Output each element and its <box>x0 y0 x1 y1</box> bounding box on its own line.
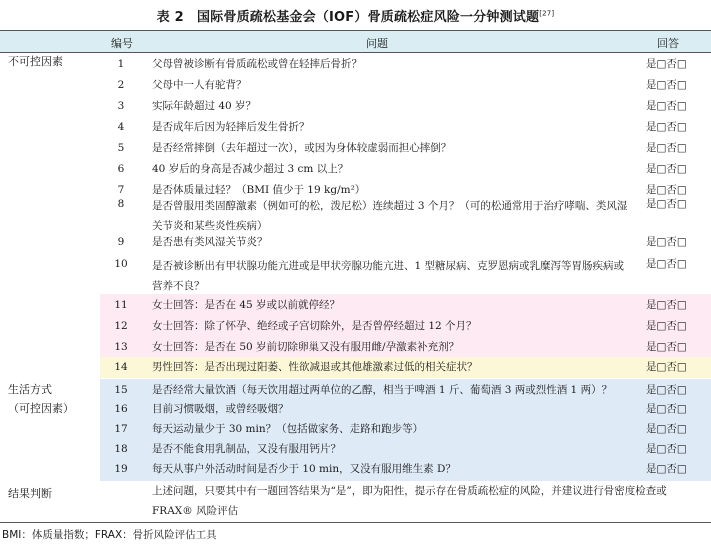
category-lifestyle-controllable: （可控因素） <box>8 402 74 415</box>
row-question: 40 岁后的身高是否减少超过 3 cm 以上？ <box>152 163 349 175</box>
row-number: 5 <box>117 142 125 154</box>
answer-checkboxes[interactable]: 是□否□ <box>646 184 687 196</box>
table-header <box>0 31 711 52</box>
answer-checkboxes[interactable]: 是□否□ <box>646 142 687 154</box>
row-number: 17 <box>114 423 128 435</box>
answer-checkboxes[interactable]: 是□否□ <box>646 443 687 455</box>
bottom-rule <box>0 522 711 523</box>
answer-checkboxes[interactable]: 是□否□ <box>646 403 687 415</box>
table-title-text: 表 2 国际骨质疏松基金会（IOF）骨质疏松症风险一分钟测试题 <box>156 10 540 25</box>
answer-checkboxes[interactable]: 是□否□ <box>646 58 687 70</box>
table-footnote: BMI：体质量指数；FRAX：骨折风险评估工具 <box>2 529 217 541</box>
row-question: 目前习惯吸烟，或曾经吸烟？ <box>152 403 289 415</box>
row-question: 是否经常大量饮酒（每天饮用超过两单位的乙醇，相当于啤酒 1 斤、葡萄酒 3 两或烈性酒 1 两）？ <box>152 384 613 396</box>
answer-checkboxes[interactable]: 是□否□ <box>646 236 687 248</box>
row-question: 每天运动量少于 30 min？（包括做家务、走路和跑步等） <box>152 423 424 435</box>
row-number: 14 <box>114 361 128 373</box>
table-row <box>0 399 711 420</box>
category-uncontrollable: 不可控因素 <box>8 55 63 68</box>
row-question: 是否被诊断出有甲状腺功能亢进或是甲状旁腺功能亢进、1 型糖尿病、克罗恩病或乳糜泻等胃肠疾病或营养不良？ <box>152 260 625 292</box>
row-question: 是否经常摔倒（去年超过一次），或因为身体较虚弱而担心摔倒？ <box>152 142 452 154</box>
row-number: 16 <box>114 403 128 415</box>
answer-checkboxes[interactable]: 是□否□ <box>646 100 687 112</box>
table-row <box>0 459 711 480</box>
table-row <box>0 75 711 96</box>
table-title-reference: [27] <box>539 9 555 18</box>
row-question: 男性回答：是否出现过阳萎、性欲减退或其他雄激素过低的相关症状？ <box>152 361 478 373</box>
answer-checkboxes[interactable]: 是□否□ <box>646 299 687 311</box>
answer-checkboxes[interactable]: 是□否□ <box>646 198 687 210</box>
row-number: 15 <box>114 384 128 396</box>
table-row <box>0 337 711 358</box>
row-question: 女士回答：是否在 45 岁或以前就停经？ <box>152 299 341 311</box>
answer-checkboxes[interactable]: 是□否□ <box>646 361 687 373</box>
row-question: 实际年龄超过 40 岁？ <box>152 100 257 112</box>
answer-checkboxes[interactable]: 是□否□ <box>646 79 687 91</box>
row-number: 19 <box>114 463 128 475</box>
row-number: 12 <box>114 320 128 332</box>
table-row <box>0 138 711 159</box>
header-num: 编号 <box>111 37 133 50</box>
table-row <box>0 439 711 460</box>
row-question: 是否曾服用类固醇激素（例如可的松，泼尼松）连续超过 3 个月？（可的松通常用于治疗哮喘、类风湿关节炎和某些炎性疾病） <box>152 200 628 232</box>
conclusion-text: 上述问题，只要其中有一题回答结果为“是”，即为阳性，提示存在骨质疏松症的风险，并建议进行骨密度检查或 FRAX® 风险评估 <box>152 485 667 517</box>
table-row <box>0 232 711 253</box>
answer-checkboxes[interactable]: 是□否□ <box>646 121 687 133</box>
row-number: 7 <box>117 184 125 196</box>
table-row <box>0 193 711 234</box>
row-number: 6 <box>117 163 125 175</box>
row-number: 11 <box>114 299 128 311</box>
table-row <box>0 419 711 440</box>
row-question: 女士回答：除了怀孕、绝经或子宫切除外，是否曾停经超过 12 个月？ <box>152 320 477 332</box>
table-row <box>0 380 711 401</box>
row-question: 父母曾被诊断有骨质疏松或曾在轻摔后骨折？ <box>152 58 362 70</box>
table-row <box>0 295 711 316</box>
answer-checkboxes[interactable]: 是□否□ <box>646 341 687 353</box>
table-row <box>0 316 711 337</box>
table-row <box>0 159 711 180</box>
category-lifestyle: 生活方式 <box>8 383 52 396</box>
row-number: 13 <box>114 341 128 353</box>
row-question: 是否成年后因为轻摔后发生骨折？ <box>152 121 310 133</box>
row-number: 4 <box>117 121 125 133</box>
answer-checkboxes[interactable]: 是□否□ <box>646 258 687 270</box>
header-question: 问题 <box>366 37 388 50</box>
table-row <box>0 357 711 378</box>
row-question: 是否患有类风湿关节炎？ <box>152 236 268 248</box>
table-row <box>0 96 711 117</box>
answer-checkboxes[interactable]: 是□否□ <box>646 320 687 332</box>
row-question: 是否不能食用乳制品，又没有服用钙片？ <box>152 443 341 455</box>
row-number: 2 <box>117 79 125 91</box>
row-number: 9 <box>117 236 125 248</box>
answer-checkboxes[interactable]: 是□否□ <box>646 163 687 175</box>
row-number: 3 <box>117 100 125 112</box>
row-number: 10 <box>114 258 128 270</box>
answer-checkboxes[interactable]: 是□否□ <box>646 463 687 475</box>
table-row <box>0 54 711 75</box>
table-row <box>0 254 711 295</box>
table-row <box>0 117 711 138</box>
row-number: 1 <box>117 58 125 70</box>
row-question: 每天从事户外活动时间是否少于 10 min，又没有服用维生素 D？ <box>152 463 456 475</box>
row-number: 8 <box>117 198 125 210</box>
row-question: 父母中一人有驼背？ <box>152 79 247 91</box>
header-rule <box>0 52 711 53</box>
answer-checkboxes[interactable]: 是□否□ <box>646 384 687 396</box>
row-question: 是否体质量过轻？（BMI 值少于 19 kg/m²） <box>152 184 366 196</box>
row-number: 18 <box>114 443 128 455</box>
row-question: 女士回答：是否在 50 岁前切除卵巢又没有服用雌/孕激素补充剂？ <box>152 341 460 353</box>
table-title <box>0 6 711 25</box>
header-answer: 回答 <box>657 37 679 50</box>
conclusion-label: 结果判断 <box>8 487 52 500</box>
answer-checkboxes[interactable]: 是□否□ <box>646 423 687 435</box>
